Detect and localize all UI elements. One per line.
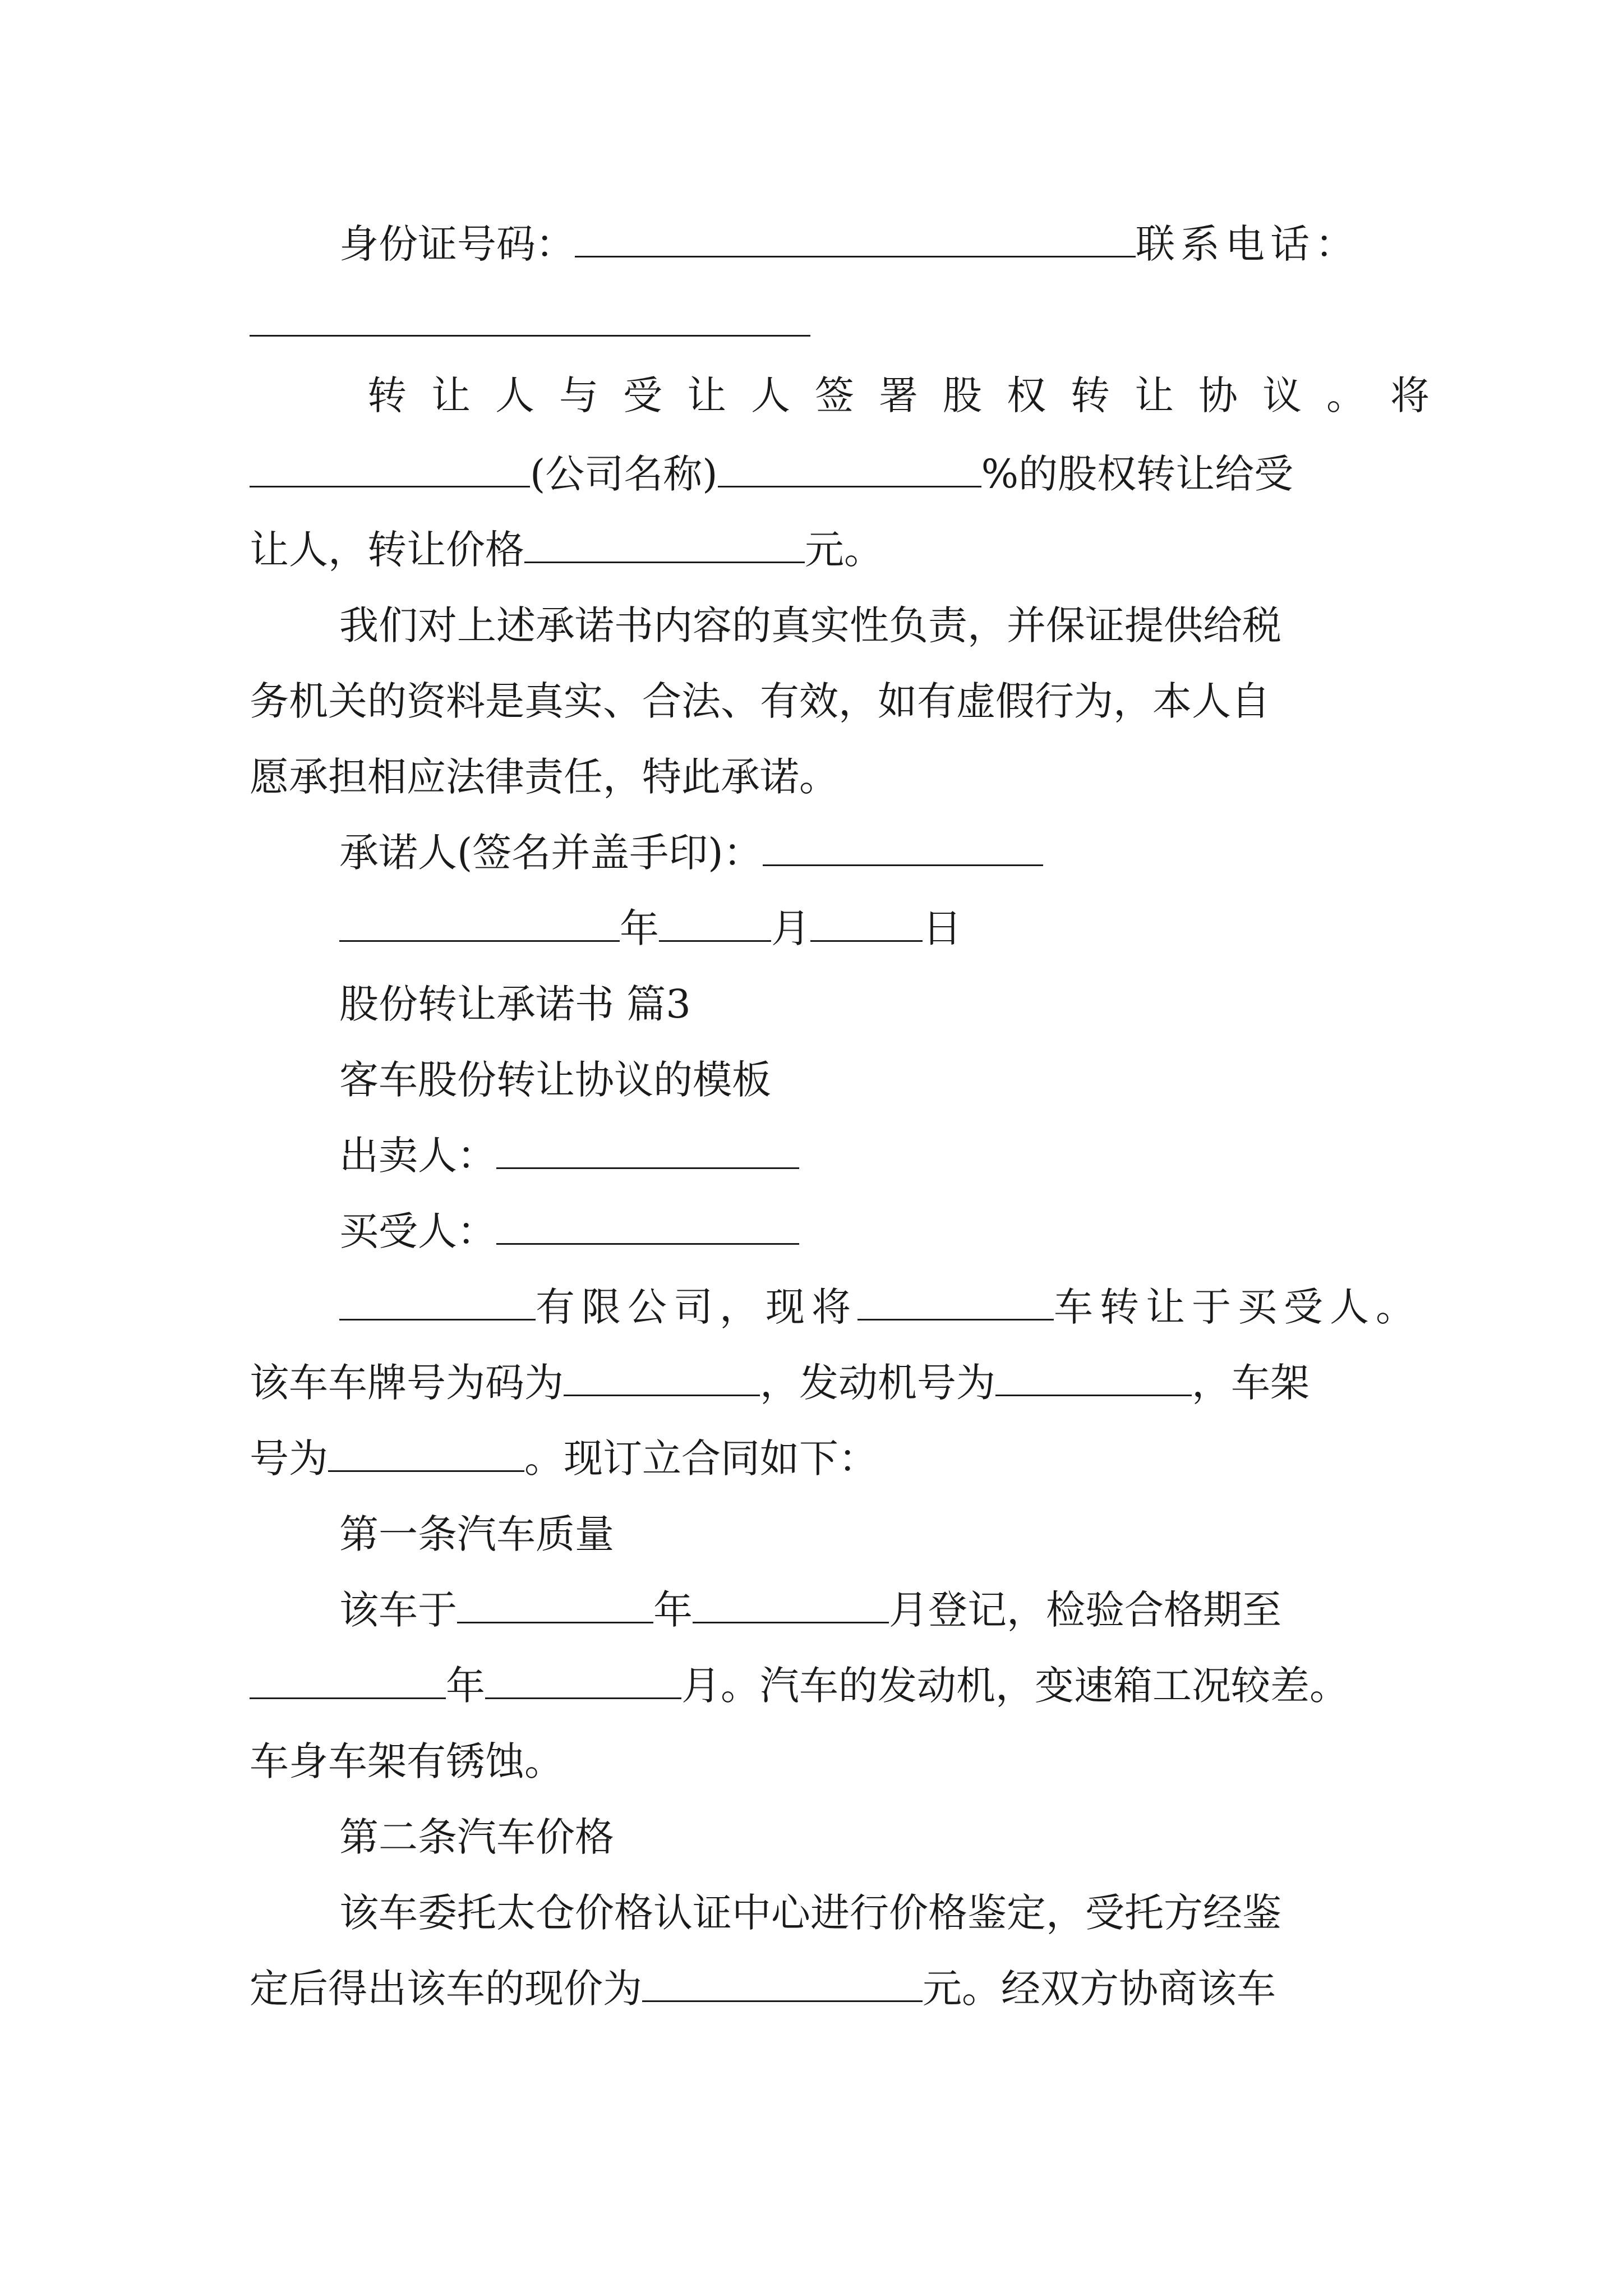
company-name-blank — [250, 451, 530, 487]
section-heading-line — [250, 976, 1483, 1032]
registered-inspection: 月登记，检验合格期至 — [889, 1587, 1281, 1633]
phone-label: 联系电话： — [1136, 221, 1360, 267]
company-suffix: 有限公司，现将 — [536, 1284, 857, 1330]
valid-year-label: 年 — [446, 1663, 485, 1709]
reg-year-label: 年 — [653, 1587, 693, 1633]
template-title-line — [250, 1052, 1483, 1108]
article1-prefix: 该车于 — [339, 1587, 457, 1633]
frame-label-1: ，车架 — [1192, 1360, 1310, 1406]
negotiation-text: 元。经双方协商该车 — [923, 1966, 1276, 2012]
year-blank — [339, 905, 620, 942]
template-title: 客车股份转让协议的模板 — [339, 1057, 771, 1103]
article2-title-line — [250, 1809, 1483, 1865]
article2-line-1 — [250, 1885, 1483, 1941]
current-price-blank — [642, 1966, 923, 2002]
agreement-line-2 — [250, 446, 1394, 502]
frame-blank — [328, 1435, 524, 1472]
plate-prefix: 该车车牌号为码为 — [250, 1360, 564, 1406]
article1-title-line — [250, 1506, 1483, 1562]
day-label: 日 — [923, 905, 962, 951]
seller-blank — [496, 1133, 799, 1169]
agreement-text-1: 转让人与受让人签署股权转让协议。将 — [367, 372, 1454, 418]
reg-year-blank — [457, 1587, 653, 1623]
month-label: 月 — [771, 905, 810, 951]
seller-line — [250, 1128, 1483, 1184]
plate-blank — [564, 1360, 760, 1396]
transfer-price-blank — [524, 527, 805, 563]
frame-label-2: 号为 — [250, 1435, 328, 1481]
valid-month-blank — [485, 1663, 681, 1699]
phone-blank — [250, 335, 810, 337]
buyer-label: 买受人： — [339, 1208, 496, 1254]
id-phone-line — [339, 216, 1405, 272]
article2-title: 第二条汽车价格 — [339, 1814, 614, 1860]
commitment-text-2: 务机关的资料是真实、合法、有效，如有虚假行为，本人自 — [250, 678, 1270, 724]
company-name-label: (公司名称) — [530, 451, 718, 497]
frame-line — [250, 1430, 1394, 1487]
agreement-line-1 — [367, 367, 1454, 424]
article2-line-2 — [250, 1961, 1394, 2017]
equity-suffix: %的股权转让给受 — [981, 451, 1294, 497]
signatory-label: 承诺人(签名并盖手印)： — [339, 830, 763, 876]
valid-year-blank — [250, 1663, 446, 1699]
article1-line-2 — [250, 1658, 1394, 1714]
engine-blank — [995, 1360, 1192, 1396]
plate-engine-line — [250, 1355, 1394, 1411]
id-number-label: 身份证号码： — [339, 221, 575, 267]
commitment-line-1 — [250, 597, 1483, 654]
id-number-blank — [575, 221, 1136, 257]
buyer-blank — [496, 1208, 799, 1245]
commitment-text-1: 我们对上述承诺书内容的真实性负责，并保证提供给税 — [339, 602, 1281, 648]
company-blank — [339, 1284, 536, 1320]
yuan-text: 元。 — [805, 527, 883, 573]
seller-label: 出卖人： — [339, 1133, 496, 1179]
signatory-blank — [763, 830, 1043, 866]
company-car-line — [250, 1279, 1495, 1335]
agreement-line-3 — [250, 522, 1394, 578]
year-label: 年 — [620, 905, 659, 951]
commitment-line-2 — [250, 673, 1394, 729]
section-heading: 股份转让承诺书 篇3 — [339, 981, 691, 1027]
engine-label: ，发动机号为 — [760, 1360, 995, 1406]
signatory-line — [250, 825, 1483, 881]
equity-percent-blank — [718, 451, 981, 487]
valuation-result-prefix: 定后得出该车的现价为 — [250, 1966, 642, 2012]
reg-month-blank — [693, 1587, 889, 1623]
article1-line-1 — [250, 1582, 1483, 1638]
month-blank — [659, 905, 771, 942]
body-rust: 车身车架有锈蚀。 — [250, 1738, 564, 1784]
transferee-price-prefix: 让人，转让价格 — [250, 527, 524, 573]
buyer-line — [250, 1203, 1483, 1259]
car-transfer-suffix: 车转让于买受人。 — [1054, 1284, 1422, 1330]
engine-condition: 月。汽车的发动机，变速箱工况较差。 — [681, 1663, 1349, 1709]
article1-title: 第一条汽车质量 — [339, 1511, 614, 1557]
commitment-line-3 — [250, 749, 1394, 805]
commitment-text-3: 愿承担相应法律责任，特此承诺。 — [250, 754, 838, 800]
contract-intro: 。现订立合同如下： — [524, 1435, 878, 1481]
car-blank — [857, 1284, 1054, 1320]
date-line — [250, 900, 1483, 956]
valuation-line: 该车委托太仓价格认证中心进行价格鉴定，受托方经鉴 — [339, 1890, 1281, 1936]
article1-line-3 — [250, 1733, 1394, 1789]
day-blank — [810, 905, 923, 942]
